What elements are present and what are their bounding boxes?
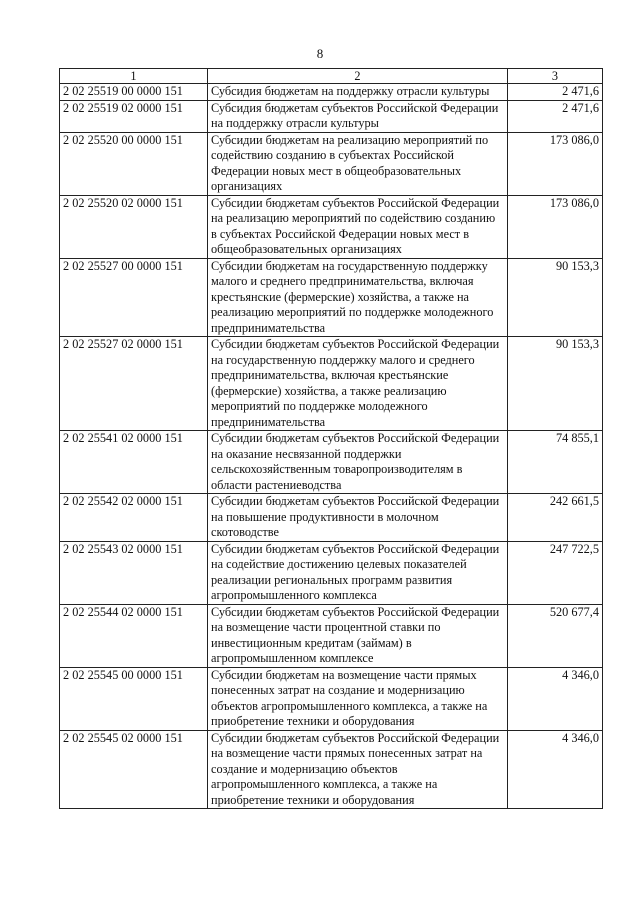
amount-cell: 4 346,0 xyxy=(508,667,603,730)
table-row xyxy=(60,431,603,494)
description-cell: Субсидии бюджетам субъектов Российской Федерации на повышение продуктивности в молочном скотоводстве xyxy=(208,494,508,542)
table-row xyxy=(60,195,603,258)
description-cell: Субсидия бюджетам на поддержку отрасли культуры xyxy=(208,84,508,101)
budget-code-cell: 2 02 25544 02 0000 151 xyxy=(60,604,208,667)
table-row xyxy=(60,84,603,101)
column-header-name: 2 xyxy=(208,69,508,84)
table-row xyxy=(60,132,603,195)
table-row xyxy=(60,100,603,132)
budget-code-cell: 2 02 25543 02 0000 151 xyxy=(60,541,208,604)
budget-code-cell: 2 02 25520 00 0000 151 xyxy=(60,132,208,195)
table-row xyxy=(60,494,603,542)
amount-cell: 173 086,0 xyxy=(508,195,603,258)
budget-code-cell: 2 02 25519 02 0000 151 xyxy=(60,100,208,132)
description-cell: Субсидии бюджетам на реализацию мероприятий по содействию созданию в субъектах Российской Федерации новых мест в общеобразовательных организациях xyxy=(208,132,508,195)
table-row xyxy=(60,541,603,604)
table-row xyxy=(60,258,603,337)
table-header-row xyxy=(60,69,603,84)
description-cell: Субсидии бюджетам субъектов Российской Федерации на возмещение части прямых понесенных затрат на создание и модернизацию объектов агропромышленного комплекса, а также на приобретение техники и оборудования xyxy=(208,730,508,809)
amount-cell: 2 471,6 xyxy=(508,100,603,132)
description-cell: Субсидии бюджетам на государственную поддержку малого и среднего предпринимательства, включая крестьянские (фермерские) хозяйства, а также на реализацию мероприятий по поддержке молодежного предпринимательства xyxy=(208,258,508,337)
page-number: 8 xyxy=(316,46,324,61)
amount-cell: 90 153,3 xyxy=(508,337,603,431)
description-cell: Субсидия бюджетам субъектов Российской Федерации на поддержку отрасли культуры xyxy=(208,100,508,132)
amount-cell: 247 722,5 xyxy=(508,541,603,604)
budget-code-cell: 2 02 25527 00 0000 151 xyxy=(60,258,208,337)
amount-cell: 74 855,1 xyxy=(508,431,603,494)
description-cell: Субсидии бюджетам субъектов Российской Федерации на реализацию мероприятий по содействию созданию в субъектах Российской Федерации новых мест в общеобразовательных организациях xyxy=(208,195,508,258)
column-header-code: 1 xyxy=(60,69,208,84)
table-row xyxy=(60,337,603,431)
amount-cell: 520 677,4 xyxy=(508,604,603,667)
budget-code-cell: 2 02 25542 02 0000 151 xyxy=(60,494,208,542)
budget-revenue-table xyxy=(59,68,603,809)
budget-code-cell: 2 02 25541 02 0000 151 xyxy=(60,431,208,494)
budget-code-cell: 2 02 25545 02 0000 151 xyxy=(60,730,208,809)
amount-cell: 173 086,0 xyxy=(508,132,603,195)
table-row xyxy=(60,604,603,667)
amount-cell: 4 346,0 xyxy=(508,730,603,809)
description-cell: Субсидии бюджетам субъектов Российской Федерации на содействие достижению целевых показателей реализации региональных программ развития агропромышленного комплекса xyxy=(208,541,508,604)
budget-code-cell: 2 02 25527 02 0000 151 xyxy=(60,337,208,431)
description-cell: Субсидии бюджетам на возмещение части прямых понесенных затрат на создание и модернизацию объектов агропромышленного комплекса, а также на приобретение техники и оборудования xyxy=(208,667,508,730)
column-header-amount: 3 xyxy=(508,69,603,84)
table-row xyxy=(60,667,603,730)
description-cell: Субсидии бюджетам субъектов Российской Федерации на государственную поддержку малого и среднего предпринимательства, включая крестьянские (фермерские) хозяйства, а также реализацию мероприятий по поддержке молодежного предпринимательства xyxy=(208,337,508,431)
description-cell: Субсидии бюджетам субъектов Российской Федерации на возмещение части процентной ставки по инвестиционным кредитам (займам) в агропромышленном комплексе xyxy=(208,604,508,667)
budget-code-cell: 2 02 25519 00 0000 151 xyxy=(60,84,208,101)
amount-cell: 2 471,6 xyxy=(508,84,603,101)
amount-cell: 90 153,3 xyxy=(508,258,603,337)
budget-code-cell: 2 02 25520 02 0000 151 xyxy=(60,195,208,258)
table-row xyxy=(60,730,603,809)
description-cell: Субсидии бюджетам субъектов Российской Федерации на оказание несвязанной поддержки сельскохозяйственным товаропроизводителям в области растениеводства xyxy=(208,431,508,494)
amount-cell: 242 661,5 xyxy=(508,494,603,542)
budget-code-cell: 2 02 25545 00 0000 151 xyxy=(60,667,208,730)
